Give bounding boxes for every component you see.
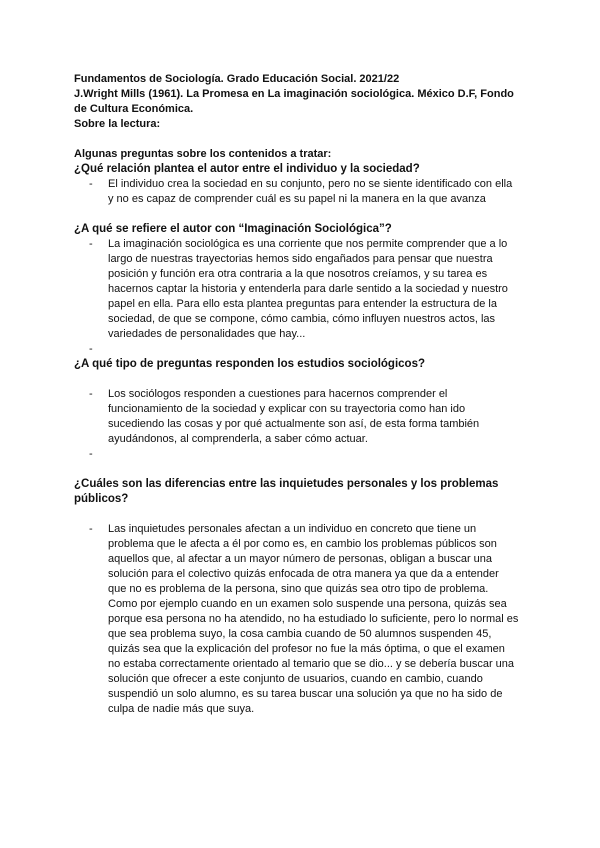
bullet-dash: - [89, 448, 93, 460]
empty-bullet [74, 447, 520, 462]
bullet-dash: - [89, 238, 93, 250]
spacer [74, 507, 520, 522]
reading-heading: Sobre la lectura: [74, 118, 161, 130]
answer-1 [74, 177, 520, 207]
empty-bullet [74, 342, 520, 357]
bullet-dash: - [89, 388, 93, 400]
course-title: Fundamentos de Sociología. Grado Educación Social. 2021/22 [74, 73, 400, 85]
answer-text-1: El individuo crea la sociedad en su conjunto, pero no se siente identificado con ella y no es capaz de comprender cuál es su papel ni la manera en la que avanza [108, 178, 513, 205]
bibliographic-reference: J.Wright Mills (1961). La Promesa en La imaginación sociológica. México D.F, Fondo de Cultura Económica. [74, 88, 514, 115]
answer-2 [74, 237, 520, 342]
question-4: ¿Cuáles son las diferencias entre las inquietudes personales y los problemas públicos? [74, 478, 499, 505]
answer-text-2: La imaginación sociológica es una corriente que nos permite comprender que a lo largo de nuestras trayectorias hemos sido engañados para pensar que nuestra posición y función era otra contraria a la que nosotros creíamos, y su tarea es hacernos captar la historia y entenderla para darle sentido a la sociedad y nuestro papel en ella. Para ello esta plantea preguntas para entender la estructura de la sociedad, de que se compone, cómo cambia, cómo influyen nuestros actos, las variedades de personalidades que hay... [108, 238, 508, 340]
bullet-dash: - [89, 523, 93, 535]
answer-list-3 [74, 387, 520, 462]
bullet-dash: - [89, 178, 93, 190]
question-2: ¿A qué se refiere el autor con “Imaginación Sociológica”? [74, 223, 392, 235]
spacer [74, 462, 520, 477]
answer-list-1 [74, 177, 520, 207]
spacer [74, 207, 520, 222]
spacer [74, 372, 520, 387]
answer-text-4: Las inquietudes personales afectan a un individuo en concreto que tiene un problema que le afecta a él por como es, en cambio los problemas públicos son aquellos que, al afectar a un mayor número de personas, obligan a buscar una solución para el colectivo quizás enfocada de otra manera ya que da a entender que no es problema de la persona, sino que quizás sea otro tipo de problema. Como por ejemplo cuando en un examen solo suspende una persona, quizás sea porque esa persona no ha atendido, no ha estudiado lo suficiente, pero lo normal es que sea problema suyo, la cosa cambia cuando de 50 alumnos suspenden 45, quizás sea que la explicación del profesor no fue la más óptima, o que el examen no estaba correctamente orientado al temario que se dio... y se debería buscar una solución que ofrecer a este conjunto de usuarios, cuando en cambio, cuando suspendió un solo alumno, es su tarea buscar una solución ya que no ha sido de culpa de nadie más que suya. [108, 523, 519, 715]
answer-list-2 [74, 237, 520, 357]
question-1: ¿Qué relación plantea el autor entre el individuo y la sociedad? [74, 163, 420, 175]
answer-list-4 [74, 522, 520, 717]
spacer [74, 132, 520, 147]
question-3: ¿A qué tipo de preguntas responden los estudios sociológicos? [74, 358, 425, 370]
intro-heading: Algunas preguntas sobre los contenidos a tratar: [74, 148, 332, 160]
answer-4 [74, 522, 520, 717]
answer-text-3: Los sociólogos responden a cuestiones para hacernos comprender el funcionamiento de la sociedad y explicar con su trayectoria como han ido sucediendo las cosas y por qué actualmente son así, de esta forma también ayudándonos, al comprenderla, a saber cómo actuar. [108, 388, 480, 445]
document-page [74, 72, 520, 717]
answer-3 [74, 387, 520, 447]
bullet-dash: - [89, 343, 93, 355]
